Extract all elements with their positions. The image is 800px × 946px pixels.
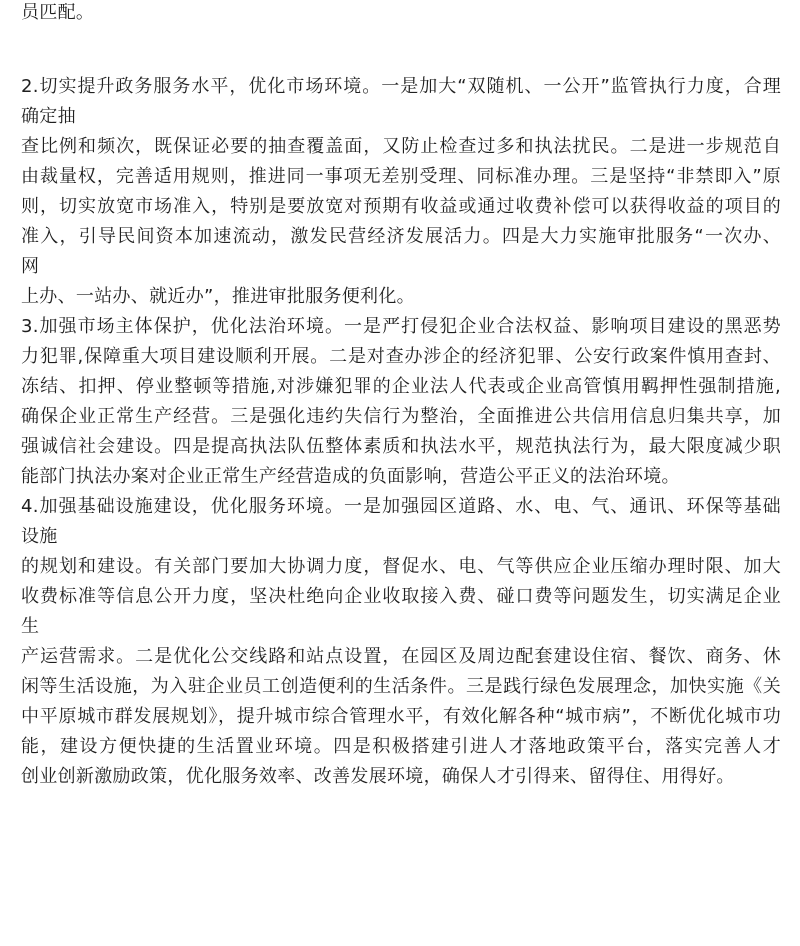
text-line: 强诚信社会建设。四是提高执法队伍整体素质和执法水平，规范执法行为，最大限度减少职 [21,436,781,457]
text-line: 闲等生活设施，为入驻企业员工创造便利的生活条件。三是践行绿色发展理念，加快实施《关 [21,676,781,697]
text-line: 能部门执法办案对企业正常生产经营造成的负面影响，营造公平正义的法治环境。 [21,466,680,487]
text-line: 则，切实放宽市场准入，特别是要放宽对预期有收益或通过收费补偿可以获得收益的项目的 [21,196,781,217]
text-line: 中平原城市群发展规划》，提升城市综合管理水平，有效化解各种“城市病”，不断优化城市功 [21,706,781,727]
text-line: 生 [21,616,40,637]
text-line: 设施 [21,526,58,547]
text-line: 查比例和频次，既保证必要的抽查覆盖面，又防止检查过多和执法扰民。二是进一步规范自 [21,136,781,157]
text-line: 上办、一站办、就近办”，推进审批服务便利化。 [21,286,415,307]
intro-fragment [21,0,781,28]
text-line: 力犯罪,保障重大项目建设顺利开展。二是对查办涉企的经济犯罪、公安行政案件慎用查封、 [21,346,781,367]
text-line: 确保企业正常生产经营。三是强化违约失信行为整治，全面推进公共信用信息归集共享，加 [21,406,781,427]
text-line: 由裁量权，完善适用规则，推进同一事项无差别受理、同标准办理。三是坚持“非禁即入”原 [21,166,781,187]
section-4-paragraph [21,492,781,792]
text-line: 4.加强基础设施建设，优化服务环境。一是加强园区道路、水、电、气、通讯、环保等基础 [21,496,781,517]
section-2-paragraph [21,72,781,312]
text-line: 创业创新激励政策，优化服务效率、改善发展环境，确保人才引得来、留得住、用得好。 [21,766,735,787]
spacer [21,28,781,72]
text-line: 确定抽 [21,106,76,127]
text-line: 能，建设方便快捷的生活置业环境。四是积极搭建引进人才落地政策平台，落实完善人才 [21,736,781,757]
text-line: 3.加强市场主体保护，优化法治环境。一是严打侵犯企业合法权益、影响项目建设的黑恶势 [21,316,781,337]
text-line: 收费标准等信息公开力度，坚决杜绝向企业收取接入费、碰口费等问题发生，切实满足企业 [21,586,781,607]
text-line: 的规划和建设。有关部门要加大协调力度，督促水、电、气等供应企业压缩办理时限、加大 [21,556,781,577]
text-line: 准入，引导民间资本加速流动，激发民营经济发展活力。四是大力实施审批服务“一次办、 [21,226,781,247]
text-line: 员匹配。 [21,2,95,23]
text-line: 产运营需求。二是优化公交线路和站点设置，在园区及周边配套建设住宿、餐饮、商务、休 [21,646,781,667]
document-body [21,0,781,792]
section-3-paragraph [21,312,781,492]
text-line: 网 [21,256,40,277]
text-line: 2.切实提升政务服务水平，优化市场环境。一是加大“双随机、一公开”监管执行力度，合理 [21,76,781,97]
text-line: 冻结、扣押、停业整顿等措施,对涉嫌犯罪的企业法人代表或企业高管慎用羁押性强制措施, [21,376,781,397]
